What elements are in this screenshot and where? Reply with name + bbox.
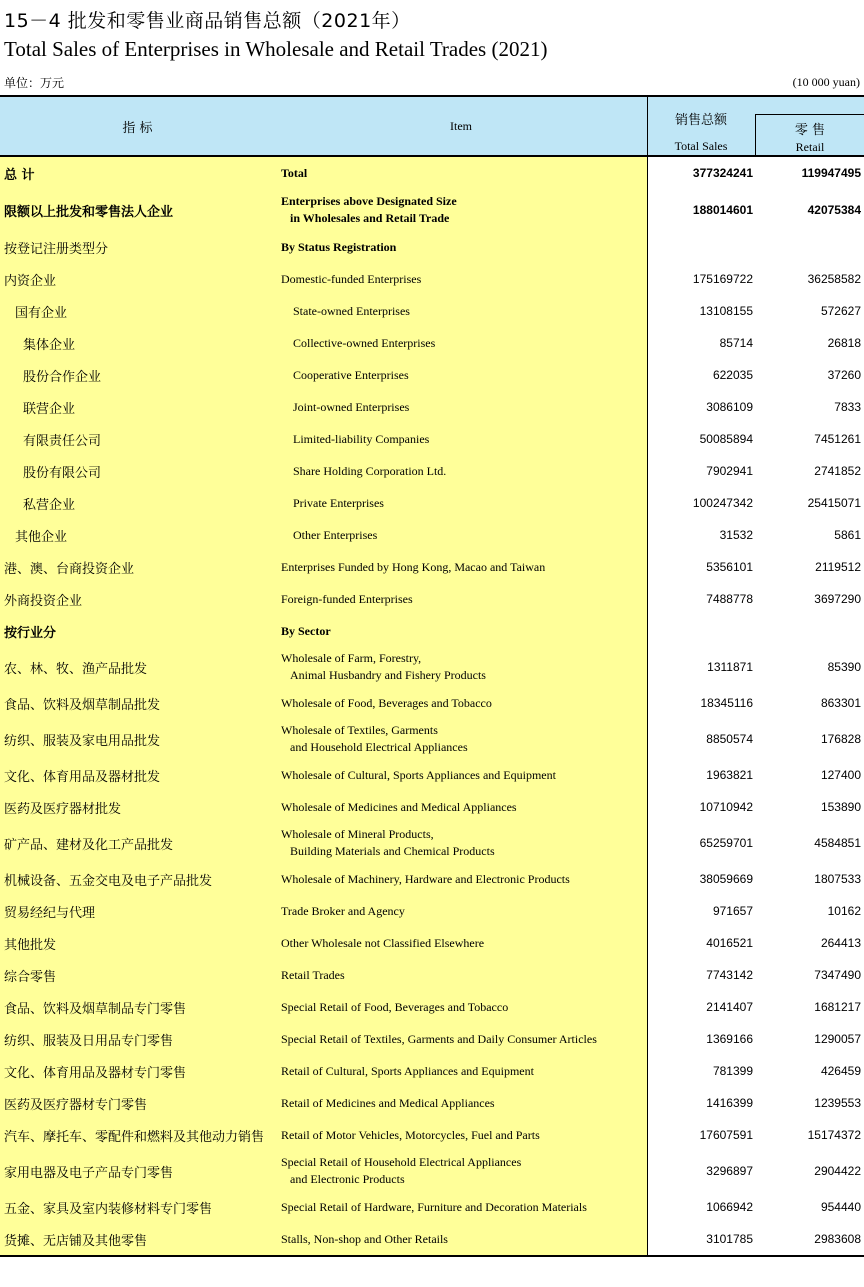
row-item-en bbox=[281, 959, 345, 991]
table-row bbox=[0, 455, 864, 487]
row-item-en-line: Retail of Motor Vehicles, Motorcycles, Fuel and Parts bbox=[281, 1127, 540, 1142]
row-retail: 36258582 bbox=[807, 272, 861, 286]
row-indicator-cn: 矿产品、建材及化工产品批发 bbox=[4, 837, 174, 853]
row-item-en bbox=[281, 1023, 597, 1055]
row-retail: 4584851 bbox=[814, 836, 861, 850]
header-retail-en: Retail bbox=[795, 140, 825, 154]
table-row bbox=[0, 1023, 864, 1055]
row-retail: 7451261 bbox=[814, 432, 861, 446]
row-indicator-cn: 限额以上批发和零售法人企业 bbox=[4, 204, 174, 220]
row-retail: 426459 bbox=[820, 1064, 861, 1078]
row-item-en bbox=[281, 895, 405, 927]
table-row bbox=[0, 1151, 864, 1191]
row-item-en bbox=[281, 1223, 448, 1255]
row-retail: 1290057 bbox=[814, 1032, 861, 1046]
row-retail bbox=[756, 231, 861, 263]
row-item-en-line: Special Retail of Food, Beverages and Tobacco bbox=[281, 999, 509, 1014]
row-indicator-cn: 按登记注册类型分 bbox=[4, 241, 109, 257]
row-retail: 10162 bbox=[827, 904, 861, 918]
row-retail: 572627 bbox=[820, 304, 861, 318]
table-row bbox=[0, 327, 864, 359]
row-total-sales: 8850574 bbox=[706, 732, 753, 746]
row-indicator-cn: 股份有限公司 bbox=[23, 465, 102, 481]
row-item-en bbox=[281, 1151, 521, 1191]
row-item-en-line: Animal Husbandry and Fishery Products bbox=[290, 668, 486, 682]
row-retail: 2741852 bbox=[814, 464, 861, 478]
table-row bbox=[0, 359, 864, 391]
row-retail: 153890 bbox=[820, 800, 861, 814]
row-item-en bbox=[281, 791, 517, 823]
table-row bbox=[0, 189, 864, 231]
table-row bbox=[0, 1119, 864, 1151]
row-retail: 7347490 bbox=[814, 968, 861, 982]
table-row bbox=[0, 583, 864, 615]
row-retail: 85390 bbox=[827, 660, 861, 674]
row-total-sales: 4016521 bbox=[706, 936, 753, 950]
table-row bbox=[0, 263, 864, 295]
row-item-en-line: By Sector bbox=[281, 623, 331, 638]
header-indicator: 指 标 bbox=[122, 120, 153, 136]
row-item-en-line: Wholesale of Machinery, Hardware and Electronic Products bbox=[281, 871, 570, 886]
table-bottom-rule bbox=[0, 1255, 864, 1257]
table-body bbox=[0, 157, 864, 1255]
row-item-en bbox=[281, 189, 457, 231]
row-item-en bbox=[281, 1055, 534, 1087]
table-row bbox=[0, 719, 864, 759]
row-total-sales bbox=[648, 231, 753, 263]
row-indicator-cn: 农、林、牧、渔产品批发 bbox=[4, 661, 148, 677]
row-total-sales: 175169722 bbox=[692, 272, 753, 286]
row-indicator-cn: 食品、饮料及烟草制品专门零售 bbox=[4, 1001, 187, 1017]
row-item-en-line: Wholesale of Cultural, Sports Appliances and Equipment bbox=[281, 767, 556, 782]
table-row bbox=[0, 959, 864, 991]
row-total-sales bbox=[648, 615, 753, 647]
row-indicator-cn: 食品、饮料及烟草制品批发 bbox=[4, 697, 161, 713]
row-item-en-line: Enterprises above Designated Size bbox=[281, 194, 457, 208]
header-retail-rule bbox=[756, 114, 864, 115]
table-row bbox=[0, 423, 864, 455]
table-row bbox=[0, 1223, 864, 1255]
row-total-sales: 31532 bbox=[719, 528, 753, 542]
row-item-en-line: Retail Trades bbox=[281, 967, 345, 982]
row-total-sales: 622035 bbox=[712, 368, 753, 382]
row-item-en bbox=[281, 863, 570, 895]
row-total-sales: 1066942 bbox=[706, 1200, 753, 1214]
row-retail: 954440 bbox=[820, 1200, 861, 1214]
row-item-en bbox=[293, 391, 409, 423]
row-item-en bbox=[281, 615, 331, 647]
row-retail: 264413 bbox=[820, 936, 861, 950]
row-indicator-cn: 货摊、无店铺及其他零售 bbox=[4, 1233, 148, 1249]
row-total-sales: 3296897 bbox=[706, 1164, 753, 1178]
row-item-en bbox=[293, 359, 409, 391]
row-retail: 2119512 bbox=[815, 560, 861, 574]
row-indicator-cn: 医药及医疗器材批发 bbox=[4, 801, 122, 817]
row-item-en-line: Share Holding Corporation Ltd. bbox=[293, 463, 447, 478]
row-retail: 2904422 bbox=[814, 1164, 861, 1178]
row-item-en bbox=[281, 263, 421, 295]
row-indicator-cn: 纺织、服装及日用品专门零售 bbox=[4, 1033, 174, 1049]
row-indicator-cn: 外商投资企业 bbox=[4, 593, 83, 609]
table-row bbox=[0, 157, 864, 189]
row-item-en bbox=[281, 991, 508, 1023]
table-row bbox=[0, 823, 864, 863]
unit-label-cn: 单位：万元 bbox=[4, 76, 65, 90]
row-item-en-line: Retail of Cultural, Sports Appliances and Equipment bbox=[281, 1063, 534, 1078]
row-total-sales: 65259701 bbox=[699, 836, 753, 850]
row-item-en bbox=[281, 1191, 587, 1223]
row-indicator-cn: 贸易经纪与代理 bbox=[4, 905, 96, 921]
table-row bbox=[0, 615, 864, 647]
row-item-en-line: Special Retail of Hardware, Furniture and Decoration Materials bbox=[281, 1199, 587, 1214]
row-item-en-line: Wholesale of Medicines and Medical Appliances bbox=[281, 799, 517, 814]
row-item-en bbox=[281, 583, 413, 615]
row-item-en-line: Collective-owned Enterprises bbox=[293, 335, 436, 350]
row-item-en bbox=[281, 719, 468, 759]
row-indicator-cn: 按行业分 bbox=[4, 625, 57, 641]
row-indicator-cn: 文化、体育用品及器材专门零售 bbox=[4, 1065, 187, 1081]
row-item-en-line: Wholesale of Textiles, Garments bbox=[281, 723, 438, 737]
table-row bbox=[0, 519, 864, 551]
row-total-sales: 7902941 bbox=[706, 464, 753, 478]
row-item-en bbox=[281, 551, 545, 583]
row-item-en-line: Domestic-funded Enterprises bbox=[281, 271, 422, 286]
row-item-en bbox=[293, 519, 377, 551]
row-item-en-line: Private Enterprises bbox=[293, 495, 384, 510]
row-indicator-cn: 医药及医疗器材专门零售 bbox=[4, 1097, 148, 1113]
row-total-sales: 188014601 bbox=[692, 203, 753, 217]
row-retail: 3697290 bbox=[814, 592, 861, 606]
row-retail: 15174372 bbox=[807, 1128, 861, 1142]
row-item-en-line: Retail of Medicines and Medical Appliances bbox=[281, 1095, 495, 1110]
row-indicator-cn: 家用电器及电子产品专门零售 bbox=[4, 1165, 174, 1181]
row-item-en bbox=[281, 823, 495, 863]
row-retail: 127400 bbox=[820, 768, 861, 782]
row-indicator-cn: 集体企业 bbox=[23, 337, 76, 353]
row-item-en bbox=[281, 1119, 540, 1151]
row-item-en-line: Total bbox=[281, 165, 308, 180]
row-item-en bbox=[293, 327, 435, 359]
unit-label-en: (10 000 yuan) bbox=[792, 75, 860, 89]
row-item-en-line: Building Materials and Chemical Products bbox=[290, 844, 495, 858]
row-indicator-cn: 其他批发 bbox=[4, 937, 57, 953]
row-item-en-line: Wholesale of Food, Beverages and Tobacco bbox=[281, 695, 492, 710]
row-total-sales: 7488778 bbox=[706, 592, 753, 606]
row-total-sales: 1311871 bbox=[707, 660, 753, 674]
row-item-en-line: Trade Broker and Agency bbox=[281, 903, 405, 918]
header-retail-cn: 零 售 bbox=[794, 123, 826, 138]
row-item-en-line: and Household Electrical Appliances bbox=[290, 740, 468, 754]
row-retail: 863301 bbox=[820, 696, 861, 710]
row-retail: 1239553 bbox=[814, 1096, 861, 1110]
row-total-sales: 3101785 bbox=[706, 1232, 753, 1246]
row-item-en-line: Enterprises Funded by Hong Kong, Macao and Taiwan bbox=[281, 559, 546, 574]
row-retail: 1807533 bbox=[814, 872, 861, 886]
table-row bbox=[0, 991, 864, 1023]
row-indicator-cn: 五金、家具及室内装修材料专门零售 bbox=[4, 1201, 213, 1217]
table-row bbox=[0, 895, 864, 927]
row-total-sales: 50085894 bbox=[699, 432, 753, 446]
row-item-en bbox=[281, 647, 486, 687]
row-retail: 119947495 bbox=[801, 166, 861, 180]
row-item-en-line: and Electronic Products bbox=[290, 1172, 405, 1186]
row-total-sales: 1369166 bbox=[706, 1032, 753, 1046]
row-retail: 25415071 bbox=[807, 496, 861, 510]
row-indicator-cn: 纺织、服装及家电用品批发 bbox=[4, 733, 161, 749]
row-indicator-cn: 港、澳、台商投资企业 bbox=[4, 561, 135, 577]
table-row bbox=[0, 487, 864, 519]
row-indicator-cn: 其他企业 bbox=[15, 529, 68, 545]
row-indicator-cn: 总 计 bbox=[4, 167, 35, 183]
row-retail bbox=[756, 615, 861, 647]
row-total-sales: 5356101 bbox=[706, 560, 753, 574]
page-title-cn: 15－4 批发和零售业商品销售总额（2021年） bbox=[4, 10, 411, 32]
row-total-sales: 17607591 bbox=[699, 1128, 753, 1142]
row-item-en-line: By Status Registration bbox=[281, 239, 397, 254]
row-total-sales: 781399 bbox=[712, 1064, 753, 1078]
page-title-en: Total Sales of Enterprises in Wholesale and Retail Trades (2021) bbox=[4, 37, 548, 61]
row-item-en-line: Cooperative Enterprises bbox=[293, 367, 409, 382]
row-indicator-cn: 文化、体育用品及器材批发 bbox=[4, 769, 161, 785]
row-indicator-cn: 汽车、摩托车、零配件和燃料及其他动力销售 bbox=[4, 1129, 265, 1145]
row-indicator-cn: 私营企业 bbox=[23, 497, 76, 513]
row-total-sales: 18345116 bbox=[700, 696, 753, 710]
row-total-sales: 10710942 bbox=[699, 800, 753, 814]
row-item-en-line: Special Retail of Textiles, Garments and Daily Consumer Articles bbox=[281, 1031, 597, 1046]
table-row bbox=[0, 791, 864, 823]
row-item-en bbox=[293, 423, 429, 455]
row-item-en-line: Stalls, Non-shop and Other Retails bbox=[281, 1231, 448, 1246]
row-retail: 2983608 bbox=[814, 1232, 861, 1246]
table-row bbox=[0, 551, 864, 583]
row-retail: 26818 bbox=[827, 336, 861, 350]
row-total-sales: 1416399 bbox=[706, 1096, 753, 1110]
row-total-sales: 3086109 bbox=[706, 400, 753, 414]
row-item-en bbox=[281, 927, 484, 959]
header-total-sales-en: Total Sales bbox=[674, 139, 728, 153]
row-indicator-cn: 国有企业 bbox=[15, 305, 68, 321]
row-total-sales: 377324241 bbox=[692, 166, 753, 180]
row-total-sales: 7743142 bbox=[706, 968, 753, 982]
row-indicator-cn: 内资企业 bbox=[4, 273, 57, 289]
table-row bbox=[0, 1055, 864, 1087]
row-total-sales: 971657 bbox=[712, 904, 753, 918]
row-indicator-cn: 联营企业 bbox=[23, 401, 76, 417]
row-total-sales: 100247342 bbox=[692, 496, 753, 510]
table-row bbox=[0, 231, 864, 263]
row-item-en bbox=[293, 455, 446, 487]
row-total-sales: 2141407 bbox=[706, 1000, 753, 1014]
row-item-en bbox=[293, 487, 384, 519]
row-item-en-line: Wholesale of Farm, Forestry, bbox=[281, 651, 422, 665]
row-indicator-cn: 综合零售 bbox=[4, 969, 57, 985]
row-indicator-cn: 有限责任公司 bbox=[23, 433, 102, 449]
table-row bbox=[0, 1191, 864, 1223]
row-item-en-line: in Wholesales and Retail Trade bbox=[290, 211, 450, 225]
row-total-sales: 1963821 bbox=[706, 768, 753, 782]
table-header bbox=[0, 95, 864, 157]
table-row bbox=[0, 927, 864, 959]
row-item-en bbox=[293, 295, 410, 327]
row-item-en bbox=[281, 687, 492, 719]
row-total-sales: 13108155 bbox=[699, 304, 753, 318]
table-row bbox=[0, 295, 864, 327]
row-retail: 42075384 bbox=[807, 203, 861, 217]
row-item-en-line: Special Retail of Household Electrical Appliances bbox=[281, 1155, 522, 1169]
table-row bbox=[0, 863, 864, 895]
table-row bbox=[0, 391, 864, 423]
row-retail: 1681217 bbox=[814, 1000, 861, 1014]
row-retail: 7833 bbox=[834, 400, 861, 414]
row-indicator-cn: 机械设备、五金交电及电子产品批发 bbox=[4, 873, 213, 889]
sales-table bbox=[0, 95, 864, 1255]
table-row bbox=[0, 1087, 864, 1119]
row-item-en-line: Joint-owned Enterprises bbox=[293, 399, 410, 414]
header-total-sales-cn: 销售总额 bbox=[674, 113, 727, 128]
table-row bbox=[0, 759, 864, 791]
header-item: Item bbox=[450, 118, 472, 133]
row-item-en bbox=[281, 759, 556, 791]
row-item-en bbox=[281, 157, 307, 189]
row-item-en-line: Limited-liability Companies bbox=[293, 431, 430, 446]
row-retail: 176828 bbox=[820, 732, 861, 746]
row-retail: 5861 bbox=[834, 528, 861, 542]
row-retail: 37260 bbox=[827, 368, 861, 382]
table-row bbox=[0, 687, 864, 719]
row-item-en-line: State-owned Enterprises bbox=[293, 303, 410, 318]
row-item-en-line: Other Enterprises bbox=[293, 527, 378, 542]
row-indicator-cn: 股份合作企业 bbox=[23, 369, 102, 385]
row-item-en-line: Other Wholesale not Classified Elsewhere bbox=[281, 935, 485, 950]
row-item-en-line: Wholesale of Mineral Products, bbox=[281, 827, 434, 841]
row-total-sales: 85714 bbox=[719, 336, 753, 350]
row-total-sales: 38059669 bbox=[699, 872, 753, 886]
row-item-en bbox=[281, 1087, 495, 1119]
row-item-en-line: Foreign-funded Enterprises bbox=[281, 591, 413, 606]
row-item-en bbox=[281, 231, 396, 263]
table-row bbox=[0, 647, 864, 687]
